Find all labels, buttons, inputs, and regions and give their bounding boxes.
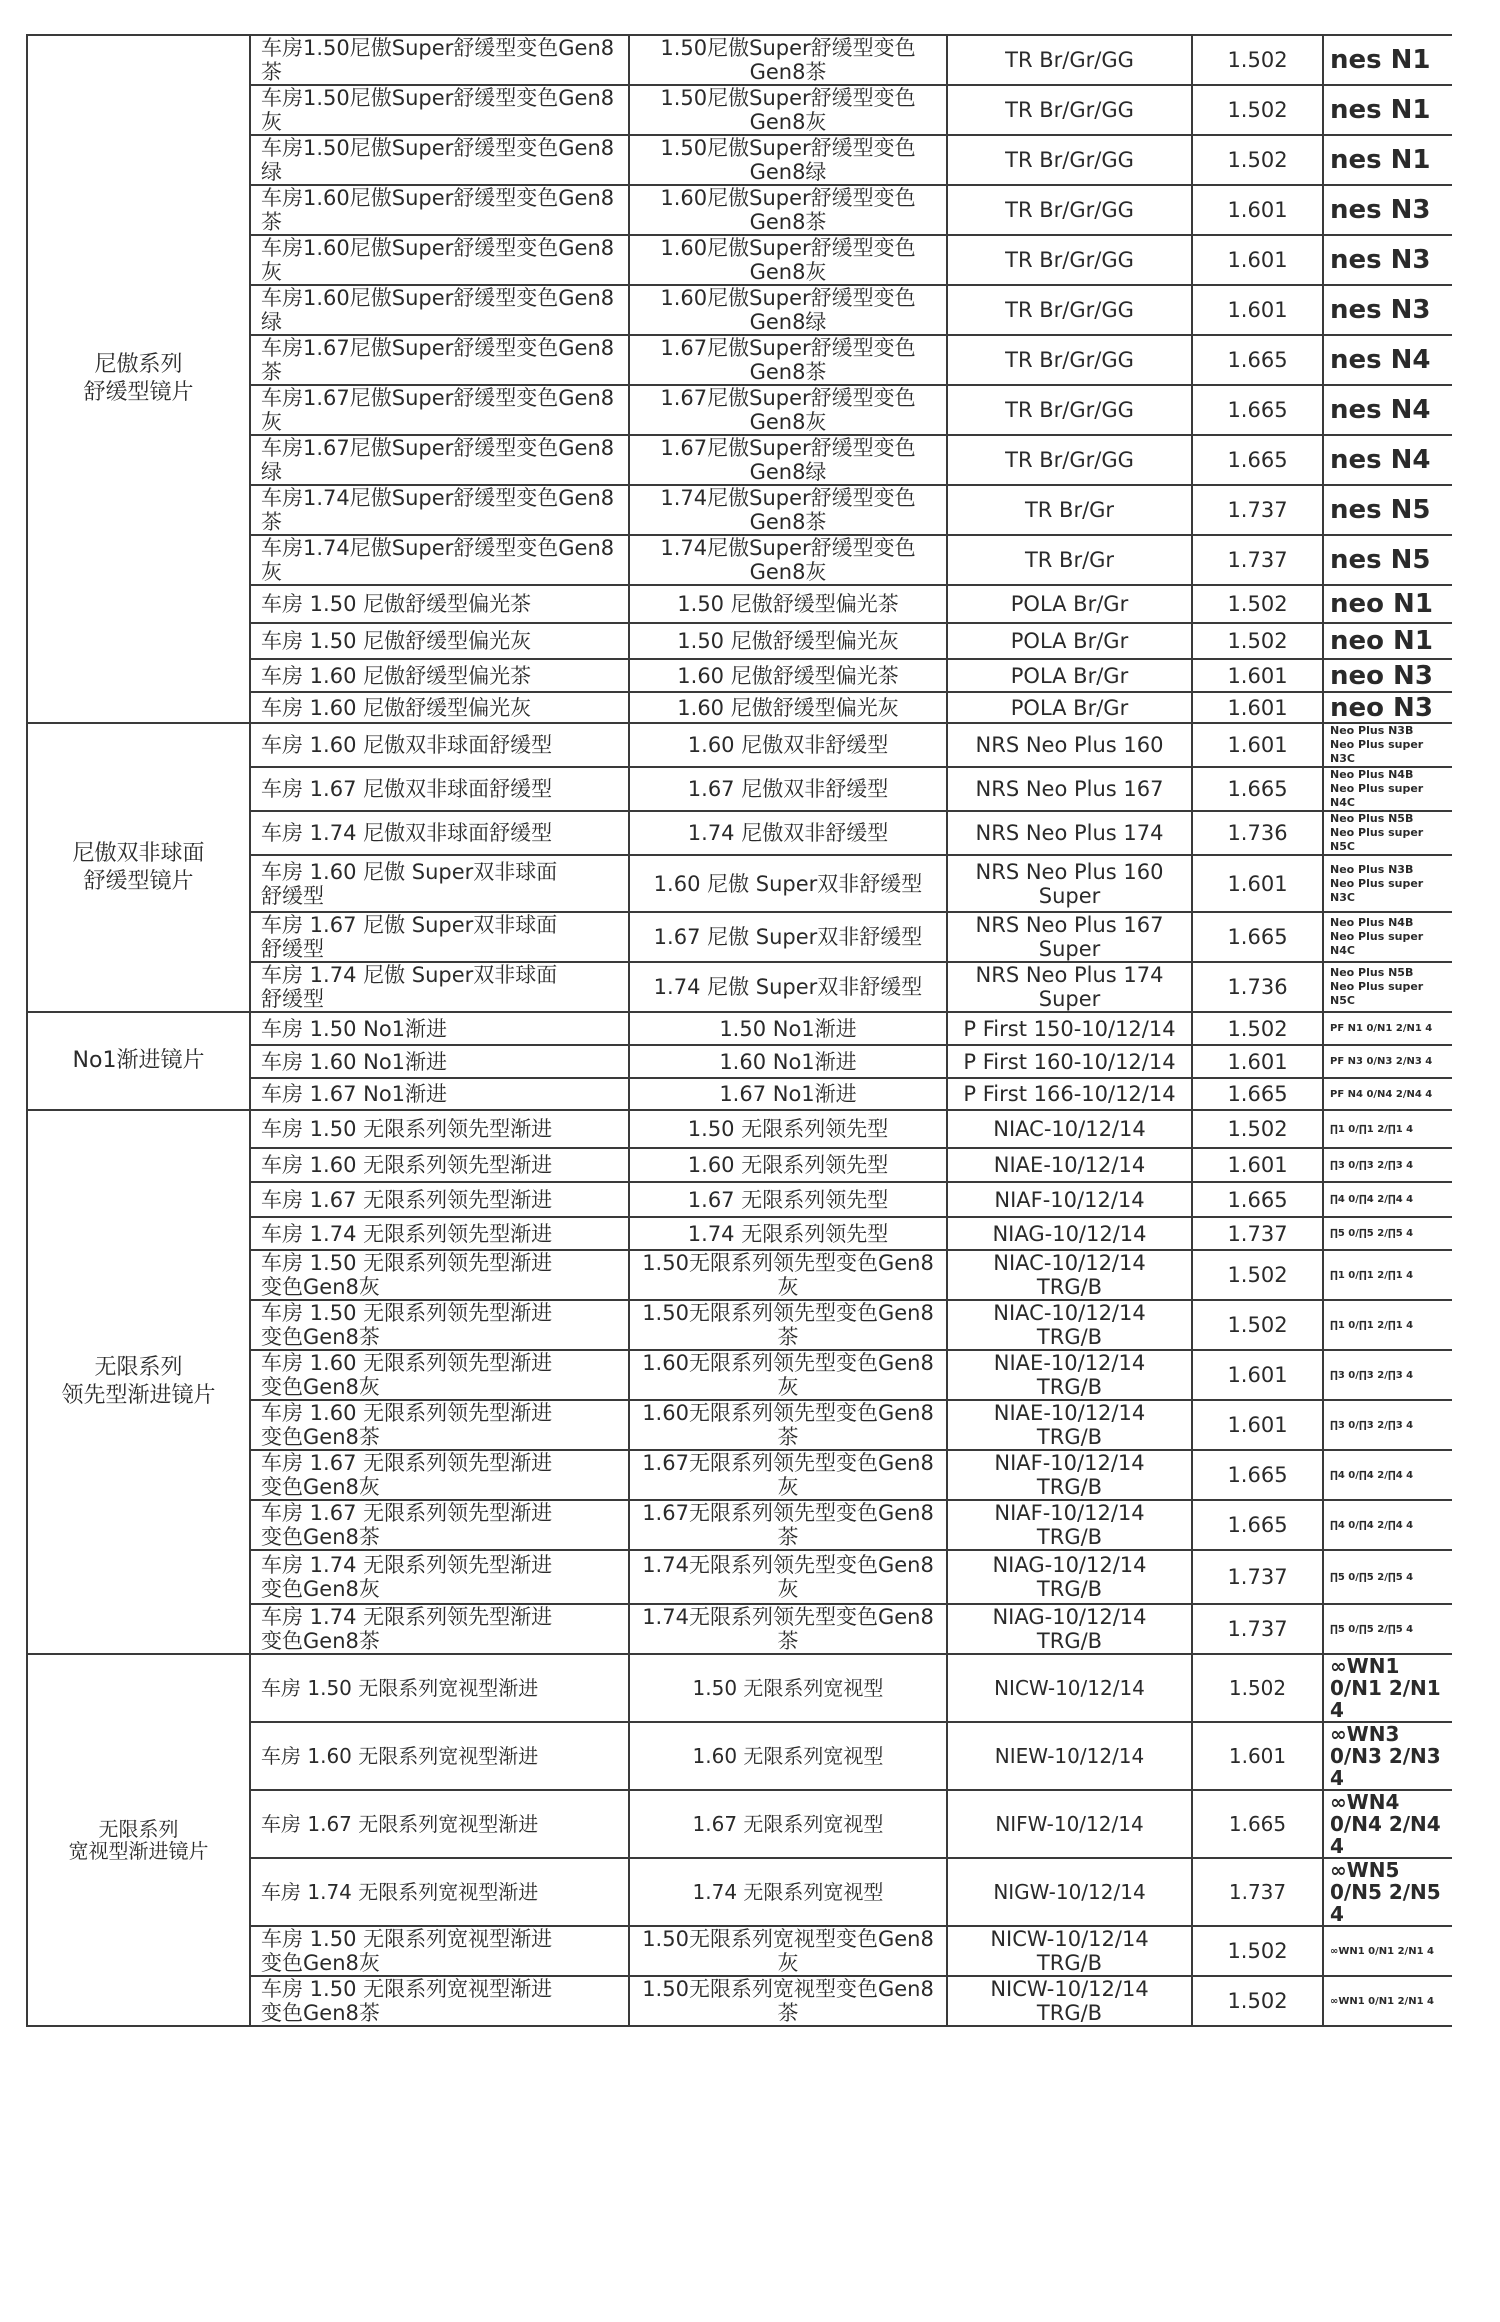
product-desc-cell: 1.50 无限系列领先型 bbox=[629, 1110, 947, 1148]
refractive-index-cell: 1.502 bbox=[1192, 85, 1323, 135]
product-name-cell: 车房 1.50 无限系列宽视型渐进 变色Gen8灰 bbox=[250, 1926, 629, 1976]
product-desc-cell: 1.67无限系列领先型变色Gen8茶 bbox=[629, 1500, 947, 1550]
product-code-cell: NIGW-10/12/14 bbox=[947, 1858, 1192, 1926]
refractive-index-cell: 1.601 bbox=[1192, 692, 1323, 723]
product-name-cell: 车房1.60尼傲Super舒缓型变色Gen8茶 bbox=[250, 185, 629, 235]
product-code-cell: TR Br/Gr/GG bbox=[947, 385, 1192, 435]
product-code-cell: TR Br/Gr/GG bbox=[947, 285, 1192, 335]
product-name-cell: 车房1.60尼傲Super舒缓型变色Gen8绿 bbox=[250, 285, 629, 335]
product-desc-cell: 1.60尼傲Super舒缓型变色Gen8绿 bbox=[629, 285, 947, 335]
product-code-cell: NIAE-10/12/14 TRG/B bbox=[947, 1400, 1192, 1450]
refractive-index-cell: 1.665 bbox=[1192, 912, 1323, 962]
symbol-cell: ∏3 0/∏3 2/∏3 4 bbox=[1323, 1350, 1452, 1400]
product-code-cell: NRS Neo Plus 167 Super bbox=[947, 912, 1192, 962]
refractive-index-cell: 1.601 bbox=[1192, 285, 1323, 335]
table-row bbox=[27, 1654, 1452, 1722]
product-code-cell: NICW-10/12/14 TRG/B bbox=[947, 1926, 1192, 1976]
product-name-cell: 车房 1.67 No1渐进 bbox=[250, 1078, 629, 1110]
product-code-cell: NRS Neo Plus 174 Super bbox=[947, 962, 1192, 1012]
category-cell: 无限系列 领先型渐进镜片 bbox=[27, 1110, 250, 1654]
refractive-index-cell: 1.502 bbox=[1192, 1300, 1323, 1350]
product-desc-cell: 1.74无限系列领先型变色Gen8灰 bbox=[629, 1550, 947, 1604]
product-desc-cell: 1.74 无限系列宽视型 bbox=[629, 1858, 947, 1926]
product-desc-cell: 1.67无限系列领先型变色Gen8灰 bbox=[629, 1450, 947, 1500]
symbol-cell: ∏1 0/∏1 2/∏1 4 bbox=[1323, 1250, 1452, 1300]
product-name-cell: 车房1.67尼傲Super舒缓型变色Gen8绿 bbox=[250, 435, 629, 485]
symbol-cell: ∏1 0/∏1 2/∏1 4 bbox=[1323, 1300, 1452, 1350]
product-desc-cell: 1.74尼傲Super舒缓型变色Gen8茶 bbox=[629, 485, 947, 535]
product-name-cell: 车房 1.74 无限系列领先型渐进 变色Gen8茶 bbox=[250, 1604, 629, 1654]
refractive-index-cell: 1.502 bbox=[1192, 1012, 1323, 1045]
product-desc-cell: 1.50 尼傲舒缓型偏光茶 bbox=[629, 585, 947, 623]
symbol-cell: ∏5 0/∏5 2/∏5 4 bbox=[1323, 1217, 1452, 1250]
refractive-index-cell: 1.502 bbox=[1192, 1250, 1323, 1300]
product-code-cell: TR Br/Gr/GG bbox=[947, 185, 1192, 235]
symbol-cell: ∞WN1 0/N1 2/N1 4 bbox=[1323, 1976, 1452, 2026]
symbol-cell: ∏3 0/∏3 2/∏3 4 bbox=[1323, 1400, 1452, 1450]
category-cell: 尼傲双非球面 舒缓型镜片 bbox=[27, 723, 250, 1012]
product-code-cell: TR Br/Gr bbox=[947, 485, 1192, 535]
product-desc-cell: 1.50尼傲Super舒缓型变色Gen8灰 bbox=[629, 85, 947, 135]
product-code-cell: NIAF-10/12/14 TRG/B bbox=[947, 1500, 1192, 1550]
product-code-cell: NIAF-10/12/14 bbox=[947, 1182, 1192, 1217]
product-desc-cell: 1.60尼傲Super舒缓型变色Gen8茶 bbox=[629, 185, 947, 235]
product-desc-cell: 1.60无限系列领先型变色Gen8灰 bbox=[629, 1350, 947, 1400]
product-name-cell: 车房 1.60 尼傲双非球面舒缓型 bbox=[250, 723, 629, 767]
product-desc-cell: 1.60尼傲Super舒缓型变色Gen8灰 bbox=[629, 235, 947, 285]
refractive-index-cell: 1.502 bbox=[1192, 1926, 1323, 1976]
symbol-cell: nes N5 bbox=[1323, 535, 1452, 585]
symbol-cell: nes N4 bbox=[1323, 335, 1452, 385]
refractive-index-cell: 1.601 bbox=[1192, 855, 1323, 912]
symbol-cell: ∏4 0/∏4 2/∏4 4 bbox=[1323, 1182, 1452, 1217]
product-desc-cell: 1.50 No1渐进 bbox=[629, 1012, 947, 1045]
refractive-index-cell: 1.665 bbox=[1192, 1450, 1323, 1500]
product-desc-cell: 1.60 无限系列宽视型 bbox=[629, 1722, 947, 1790]
product-desc-cell: 1.74 尼傲 Super双非舒缓型 bbox=[629, 962, 947, 1012]
product-desc-cell: 1.67 No1渐进 bbox=[629, 1078, 947, 1110]
symbol-cell: ∞WN4 0/N4 2/N4 4 bbox=[1323, 1790, 1452, 1858]
product-name-cell: 车房1.50尼傲Super舒缓型变色Gen8茶 bbox=[250, 35, 629, 85]
refractive-index-cell: 1.737 bbox=[1192, 485, 1323, 535]
product-code-cell: NRS Neo Plus 167 bbox=[947, 767, 1192, 811]
refractive-index-cell: 1.737 bbox=[1192, 1858, 1323, 1926]
product-desc-cell: 1.50尼傲Super舒缓型变色Gen8茶 bbox=[629, 35, 947, 85]
symbol-cell: Neo Plus N4B Neo Plus super N4C bbox=[1323, 767, 1452, 811]
symbol-cell: ∏3 0/∏3 2/∏3 4 bbox=[1323, 1148, 1452, 1182]
symbol-cell: ∞WN1 0/N1 2/N1 4 bbox=[1323, 1654, 1452, 1722]
product-name-cell: 车房 1.74 无限系列领先型渐进 bbox=[250, 1217, 629, 1250]
product-name-cell: 车房 1.50 无限系列领先型渐进 变色Gen8灰 bbox=[250, 1250, 629, 1300]
product-name-cell: 车房 1.50 无限系列领先型渐进 变色Gen8茶 bbox=[250, 1300, 629, 1350]
product-name-cell: 车房1.67尼傲Super舒缓型变色Gen8灰 bbox=[250, 385, 629, 435]
symbol-cell: ∞WN5 0/N5 2/N5 4 bbox=[1323, 1858, 1452, 1926]
refractive-index-cell: 1.502 bbox=[1192, 35, 1323, 85]
product-desc-cell: 1.50无限系列宽视型变色Gen8灰 bbox=[629, 1926, 947, 1976]
symbol-cell: nes N4 bbox=[1323, 385, 1452, 435]
product-name-cell: 车房 1.74 尼傲 Super双非球面 舒缓型 bbox=[250, 962, 629, 1012]
refractive-index-cell: 1.737 bbox=[1192, 1217, 1323, 1250]
symbol-cell: Neo Plus N5B Neo Plus super N5C bbox=[1323, 962, 1452, 1012]
product-code-cell: TR Br/Gr/GG bbox=[947, 85, 1192, 135]
product-code-cell: NIFW-10/12/14 bbox=[947, 1790, 1192, 1858]
table-row bbox=[27, 35, 1452, 85]
product-code-cell: NRS Neo Plus 160 bbox=[947, 723, 1192, 767]
lens-table bbox=[26, 34, 1452, 2027]
product-code-cell: NIAC-10/12/14 TRG/B bbox=[947, 1250, 1192, 1300]
symbol-cell: nes N4 bbox=[1323, 435, 1452, 485]
symbol-cell: ∏5 0/∏5 2/∏5 4 bbox=[1323, 1604, 1452, 1654]
product-desc-cell: 1.60 无限系列领先型 bbox=[629, 1148, 947, 1182]
symbol-cell: nes N3 bbox=[1323, 185, 1452, 235]
product-name-cell: 车房1.50尼傲Super舒缓型变色Gen8绿 bbox=[250, 135, 629, 185]
product-name-cell: 车房 1.67 无限系列领先型渐进 变色Gen8灰 bbox=[250, 1450, 629, 1500]
refractive-index-cell: 1.665 bbox=[1192, 1078, 1323, 1110]
product-name-cell: 车房 1.60 无限系列领先型渐进 变色Gen8灰 bbox=[250, 1350, 629, 1400]
table-row bbox=[27, 1012, 1452, 1045]
product-code-cell: NIAE-10/12/14 bbox=[947, 1148, 1192, 1182]
product-code-cell: P First 150-10/12/14 bbox=[947, 1012, 1192, 1045]
product-desc-cell: 1.74 无限系列领先型 bbox=[629, 1217, 947, 1250]
product-name-cell: 车房 1.60 尼傲舒缓型偏光灰 bbox=[250, 692, 629, 723]
product-name-cell: 车房1.50尼傲Super舒缓型变色Gen8灰 bbox=[250, 85, 629, 135]
symbol-cell: Neo Plus N3B Neo Plus super N3C bbox=[1323, 723, 1452, 767]
refractive-index-cell: 1.665 bbox=[1192, 1500, 1323, 1550]
refractive-index-cell: 1.502 bbox=[1192, 585, 1323, 623]
symbol-cell: nes N1 bbox=[1323, 135, 1452, 185]
product-name-cell: 车房1.74尼傲Super舒缓型变色Gen8茶 bbox=[250, 485, 629, 535]
price-table-sheet bbox=[26, 34, 1452, 2322]
product-name-cell: 车房1.74尼傲Super舒缓型变色Gen8灰 bbox=[250, 535, 629, 585]
product-name-cell: 车房 1.74 尼傲双非球面舒缓型 bbox=[250, 811, 629, 855]
product-name-cell: 车房 1.67 无限系列宽视型渐进 bbox=[250, 1790, 629, 1858]
symbol-cell: nes N3 bbox=[1323, 235, 1452, 285]
symbol-cell: Neo Plus N4B Neo Plus super N4C bbox=[1323, 912, 1452, 962]
product-desc-cell: 1.60 尼傲双非舒缓型 bbox=[629, 723, 947, 767]
product-code-cell: TR Br/Gr/GG bbox=[947, 35, 1192, 85]
product-name-cell: 车房 1.74 无限系列领先型渐进 变色Gen8灰 bbox=[250, 1550, 629, 1604]
refractive-index-cell: 1.601 bbox=[1192, 723, 1323, 767]
refractive-index-cell: 1.502 bbox=[1192, 1110, 1323, 1148]
product-desc-cell: 1.74无限系列领先型变色Gen8茶 bbox=[629, 1604, 947, 1654]
product-code-cell: NIAG-10/12/14 TRG/B bbox=[947, 1550, 1192, 1604]
symbol-cell: Neo Plus N3B Neo Plus super N3C bbox=[1323, 855, 1452, 912]
product-desc-cell: 1.67 无限系列宽视型 bbox=[629, 1790, 947, 1858]
product-code-cell: TR Br/Gr/GG bbox=[947, 335, 1192, 385]
product-name-cell: 车房 1.50 无限系列领先型渐进 bbox=[250, 1110, 629, 1148]
refractive-index-cell: 1.601 bbox=[1192, 1350, 1323, 1400]
product-desc-cell: 1.60 No1渐进 bbox=[629, 1045, 947, 1078]
product-code-cell: NIAG-10/12/14 TRG/B bbox=[947, 1604, 1192, 1654]
product-code-cell: POLA Br/Gr bbox=[947, 692, 1192, 723]
refractive-index-cell: 1.601 bbox=[1192, 235, 1323, 285]
table-row bbox=[27, 1110, 1452, 1148]
refractive-index-cell: 1.502 bbox=[1192, 623, 1323, 659]
product-code-cell: NIEW-10/12/14 bbox=[947, 1722, 1192, 1790]
product-desc-cell: 1.50尼傲Super舒缓型变色Gen8绿 bbox=[629, 135, 947, 185]
product-code-cell: NRS Neo Plus 174 bbox=[947, 811, 1192, 855]
refractive-index-cell: 1.502 bbox=[1192, 135, 1323, 185]
product-name-cell: 车房 1.74 无限系列宽视型渐进 bbox=[250, 1858, 629, 1926]
product-desc-cell: 1.50无限系列领先型变色Gen8茶 bbox=[629, 1300, 947, 1350]
refractive-index-cell: 1.601 bbox=[1192, 1400, 1323, 1450]
symbol-cell: PF N4 0/N4 2/N4 4 bbox=[1323, 1078, 1452, 1110]
product-desc-cell: 1.60 尼傲 Super双非舒缓型 bbox=[629, 855, 947, 912]
product-desc-cell: 1.67 尼傲 Super双非舒缓型 bbox=[629, 912, 947, 962]
refractive-index-cell: 1.665 bbox=[1192, 335, 1323, 385]
refractive-index-cell: 1.737 bbox=[1192, 535, 1323, 585]
refractive-index-cell: 1.665 bbox=[1192, 385, 1323, 435]
symbol-cell: ∏5 0/∏5 2/∏5 4 bbox=[1323, 1550, 1452, 1604]
symbol-cell: Neo Plus N5B Neo Plus super N5C bbox=[1323, 811, 1452, 855]
symbol-cell: nes N1 bbox=[1323, 85, 1452, 135]
product-desc-cell: 1.60 尼傲舒缓型偏光茶 bbox=[629, 659, 947, 692]
symbol-cell: ∏1 0/∏1 2/∏1 4 bbox=[1323, 1110, 1452, 1148]
refractive-index-cell: 1.665 bbox=[1192, 1790, 1323, 1858]
product-name-cell: 车房1.67尼傲Super舒缓型变色Gen8茶 bbox=[250, 335, 629, 385]
symbol-cell: neo N1 bbox=[1323, 623, 1452, 659]
product-code-cell: NIAC-10/12/14 bbox=[947, 1110, 1192, 1148]
product-code-cell: P First 160-10/12/14 bbox=[947, 1045, 1192, 1078]
refractive-index-cell: 1.665 bbox=[1192, 767, 1323, 811]
product-desc-cell: 1.60无限系列领先型变色Gen8茶 bbox=[629, 1400, 947, 1450]
product-name-cell: 车房 1.50 尼傲舒缓型偏光灰 bbox=[250, 623, 629, 659]
product-name-cell: 车房 1.67 尼傲双非球面舒缓型 bbox=[250, 767, 629, 811]
product-name-cell: 车房 1.67 尼傲 Super双非球面 舒缓型 bbox=[250, 912, 629, 962]
category-cell: 尼傲系列 舒缓型镜片 bbox=[27, 35, 250, 723]
product-name-cell: 车房 1.60 无限系列领先型渐进 变色Gen8茶 bbox=[250, 1400, 629, 1450]
refractive-index-cell: 1.601 bbox=[1192, 1722, 1323, 1790]
product-desc-cell: 1.67尼傲Super舒缓型变色Gen8绿 bbox=[629, 435, 947, 485]
product-name-cell: 车房 1.50 尼傲舒缓型偏光茶 bbox=[250, 585, 629, 623]
product-name-cell: 车房 1.60 无限系列宽视型渐进 bbox=[250, 1722, 629, 1790]
product-desc-cell: 1.67尼傲Super舒缓型变色Gen8灰 bbox=[629, 385, 947, 435]
symbol-cell: neo N1 bbox=[1323, 585, 1452, 623]
symbol-cell: ∞WN3 0/N3 2/N3 4 bbox=[1323, 1722, 1452, 1790]
refractive-index-cell: 1.502 bbox=[1192, 1976, 1323, 2026]
product-code-cell: P First 166-10/12/14 bbox=[947, 1078, 1192, 1110]
product-name-cell: 车房 1.50 无限系列宽视型渐进 bbox=[250, 1654, 629, 1722]
product-name-cell: 车房1.60尼傲Super舒缓型变色Gen8灰 bbox=[250, 235, 629, 285]
symbol-cell: PF N3 0/N3 2/N3 4 bbox=[1323, 1045, 1452, 1078]
product-desc-cell: 1.67尼傲Super舒缓型变色Gen8茶 bbox=[629, 335, 947, 385]
product-code-cell: NIAC-10/12/14 TRG/B bbox=[947, 1300, 1192, 1350]
product-code-cell: TR Br/Gr bbox=[947, 535, 1192, 585]
refractive-index-cell: 1.601 bbox=[1192, 1148, 1323, 1182]
symbol-cell: neo N3 bbox=[1323, 692, 1452, 723]
product-name-cell: 车房 1.50 无限系列宽视型渐进 变色Gen8茶 bbox=[250, 1976, 629, 2026]
product-name-cell: 车房 1.60 无限系列领先型渐进 bbox=[250, 1148, 629, 1182]
product-name-cell: 车房 1.60 No1渐进 bbox=[250, 1045, 629, 1078]
product-desc-cell: 1.74尼傲Super舒缓型变色Gen8灰 bbox=[629, 535, 947, 585]
product-code-cell: TR Br/Gr/GG bbox=[947, 435, 1192, 485]
symbol-cell: ∏4 0/∏4 2/∏4 4 bbox=[1323, 1450, 1452, 1500]
product-desc-cell: 1.50 尼傲舒缓型偏光灰 bbox=[629, 623, 947, 659]
refractive-index-cell: 1.601 bbox=[1192, 659, 1323, 692]
refractive-index-cell: 1.665 bbox=[1192, 435, 1323, 485]
product-desc-cell: 1.67 尼傲双非舒缓型 bbox=[629, 767, 947, 811]
refractive-index-cell: 1.737 bbox=[1192, 1550, 1323, 1604]
refractive-index-cell: 1.502 bbox=[1192, 1654, 1323, 1722]
product-code-cell: NICW-10/12/14 TRG/B bbox=[947, 1976, 1192, 2026]
product-desc-cell: 1.60 尼傲舒缓型偏光灰 bbox=[629, 692, 947, 723]
product-code-cell: POLA Br/Gr bbox=[947, 659, 1192, 692]
category-cell: No1渐进镜片 bbox=[27, 1012, 250, 1110]
product-code-cell: POLA Br/Gr bbox=[947, 585, 1192, 623]
product-code-cell: NICW-10/12/14 bbox=[947, 1654, 1192, 1722]
refractive-index-cell: 1.665 bbox=[1192, 1182, 1323, 1217]
symbol-cell: neo N3 bbox=[1323, 659, 1452, 692]
refractive-index-cell: 1.736 bbox=[1192, 811, 1323, 855]
product-code-cell: NIAE-10/12/14 TRG/B bbox=[947, 1350, 1192, 1400]
product-code-cell: TR Br/Gr/GG bbox=[947, 135, 1192, 185]
product-desc-cell: 1.67 无限系列领先型 bbox=[629, 1182, 947, 1217]
product-name-cell: 车房 1.50 No1渐进 bbox=[250, 1012, 629, 1045]
product-code-cell: NRS Neo Plus 160 Super bbox=[947, 855, 1192, 912]
product-name-cell: 车房 1.60 尼傲舒缓型偏光茶 bbox=[250, 659, 629, 692]
product-code-cell: NIAF-10/12/14 TRG/B bbox=[947, 1450, 1192, 1500]
refractive-index-cell: 1.737 bbox=[1192, 1604, 1323, 1654]
symbol-cell: ∞WN1 0/N1 2/N1 4 bbox=[1323, 1926, 1452, 1976]
product-desc-cell: 1.50无限系列领先型变色Gen8灰 bbox=[629, 1250, 947, 1300]
symbol-cell: nes N1 bbox=[1323, 35, 1452, 85]
product-desc-cell: 1.50 无限系列宽视型 bbox=[629, 1654, 947, 1722]
table-row bbox=[27, 723, 1452, 767]
product-desc-cell: 1.50无限系列宽视型变色Gen8茶 bbox=[629, 1976, 947, 2026]
product-name-cell: 车房 1.67 无限系列领先型渐进 变色Gen8茶 bbox=[250, 1500, 629, 1550]
product-code-cell: NIAG-10/12/14 bbox=[947, 1217, 1192, 1250]
product-code-cell: TR Br/Gr/GG bbox=[947, 235, 1192, 285]
symbol-cell: nes N5 bbox=[1323, 485, 1452, 535]
refractive-index-cell: 1.601 bbox=[1192, 1045, 1323, 1078]
refractive-index-cell: 1.601 bbox=[1192, 185, 1323, 235]
symbol-cell: nes N3 bbox=[1323, 285, 1452, 335]
refractive-index-cell: 1.736 bbox=[1192, 962, 1323, 1012]
category-cell: 无限系列 宽视型渐进镜片 bbox=[27, 1654, 250, 2026]
symbol-cell: ∏4 0/∏4 2/∏4 4 bbox=[1323, 1500, 1452, 1550]
product-name-cell: 车房 1.60 尼傲 Super双非球面 舒缓型 bbox=[250, 855, 629, 912]
product-desc-cell: 1.74 尼傲双非舒缓型 bbox=[629, 811, 947, 855]
product-code-cell: POLA Br/Gr bbox=[947, 623, 1192, 659]
lens-table-body bbox=[27, 35, 1452, 2026]
product-name-cell: 车房 1.67 无限系列领先型渐进 bbox=[250, 1182, 629, 1217]
symbol-cell: PF N1 0/N1 2/N1 4 bbox=[1323, 1012, 1452, 1045]
